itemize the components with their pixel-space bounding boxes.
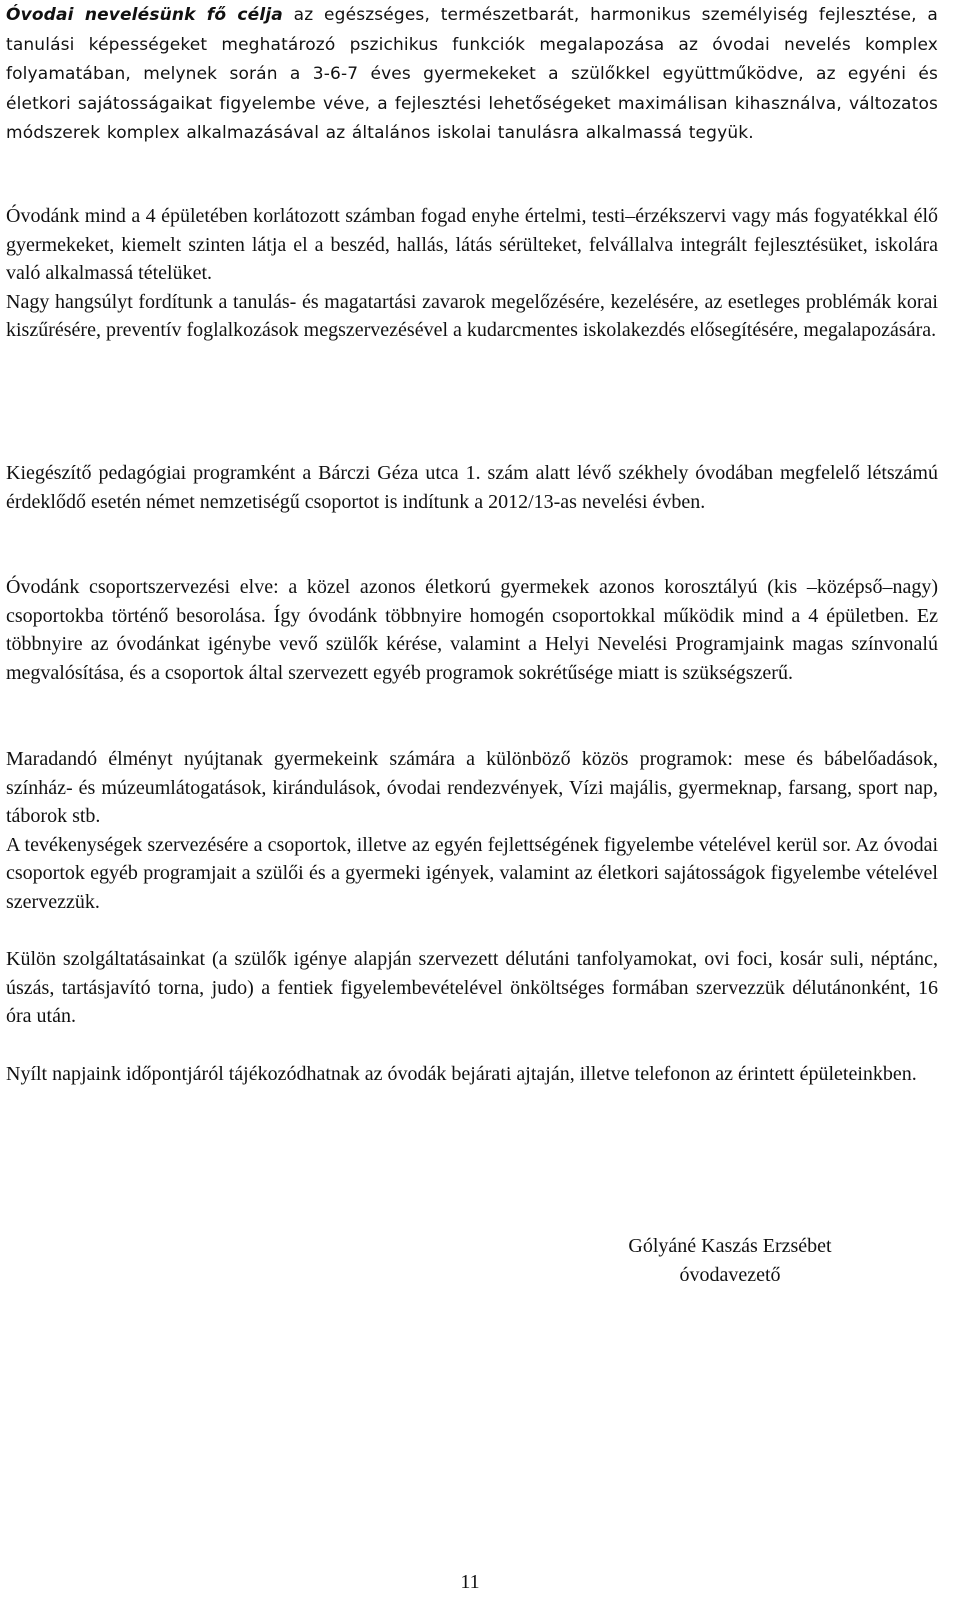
page-number: 11 [460,1571,480,1593]
paragraph-programs-line-2: A tevékenységek szervezésére a csoportok, illetve az egyén fejlettségének figyelembe vételével kerül sor. Az óvodai csoportok egyéb programjait a szülői és a gyermeki igények, valamint az életkori sajátosságok figyelembe vételével szervezzük. [6,833,938,913]
paragraph-group-organization: Óvodánk csoportszervezési elve: a közel azonos életkorú gyermekek azonos korosztályú (kis –középső–nagy) csoportokba történő besorolása. Így óvodánk többnyire homogén csoportokkal működik mind a 4 épületben. Ez többnyire az óvodánkat igénybe vevő szülők kérése, valamint a Helyi Nevelési Programjaink magas színvonalú megvalósítása, és a csoportok által szervezett egyéb programok sokrétűsége miatt is szükségszerű. [6,576,938,684]
signature-name: Gólyáné Kaszás Erzsébet [628,1235,832,1257]
intro-text: az egészséges, természetbarát, harmonikus személyiség fejlesztése, a tanulási képességeket meghatározó pszichikus funkciók megalapozása az óvodai nevelés komplex folyamatában, melynek során a 3-6-7 éves gyermekeket a szülőkkel együttműködve, az egyéni és életkori sajátosságaikat figyelembe véve, a fejlesztési lehetőségeket maximálisan kihasználva, változatos módszerek komplex alkalmazásával az általános iskolai tanulásra alkalmassá tegyük. [6,5,938,143]
paragraph-programs-line-1: Maradandó élményt nyújtanak gyermekeink számára a különböző közös programok: mese és bábelőadások, színház- és múzeumlátogatások, kirándulások, óvodai rendezvények, Vízi majális, gyermeknap, farsang, sport nap, táborok stb. [6,748,938,828]
paragraph-programs [6,745,938,917]
paragraph-integration [6,202,938,345]
paragraph-open-days: Nyílt napjaink időpontjáról tájékozódhatnak az óvodák bejárati ajtaján, illetve telefonon az érintett épületeinkben. [6,1063,917,1085]
signature-block [600,1232,860,1289]
paragraph-german-group: Kiegészítő pedagógiai programként a Bárczi Géza utca 1. szám alatt lévő székhely óvodában megfelelő létszámú érdeklődő esetén német nemzetiségű csoportot is indítunk a 2012/13-as nevelési évben. [6,462,938,513]
signature-title: óvodavezető [679,1263,781,1286]
paragraph-services: Külön szolgáltatásainkat (a szülők igénye alapján szervezett délutáni tanfolyamokat, ovi foci, kosár suli, néptánc, úszás, tartásjavító torna, judo) a fentiek figyelembevételével önköltséges formában szervezzük délutánonként, 16 óra után. [6,948,938,1028]
intro-lead-phrase: Óvodai nevelésünk fő célja [6,5,283,25]
intro-paragraph [6,1,938,149]
paragraph-integration-line-2: Nagy hangsúlyt fordítunk a tanulás- és magatartási zavarok megelőzésére, kezelésére, az esetleges problémák korai kiszűrésére, preventív foglalkozások megszervezésével a kudarcmentes iskolakezdés elősegítésére, megalapozására. [6,290,938,342]
paragraph-integration-line-1: Óvodánk mind a 4 épületében korlátozott számban fogad enyhe értelmi, testi–érzékszervi vagy más fogyatékkal élő gyermekeket, kiemelt szinten látja el a beszéd, hallás, látás sérülteket, felvállalva integrált fejlesztésüket, iskolára való alkalmassá tételüket. [6,205,938,285]
